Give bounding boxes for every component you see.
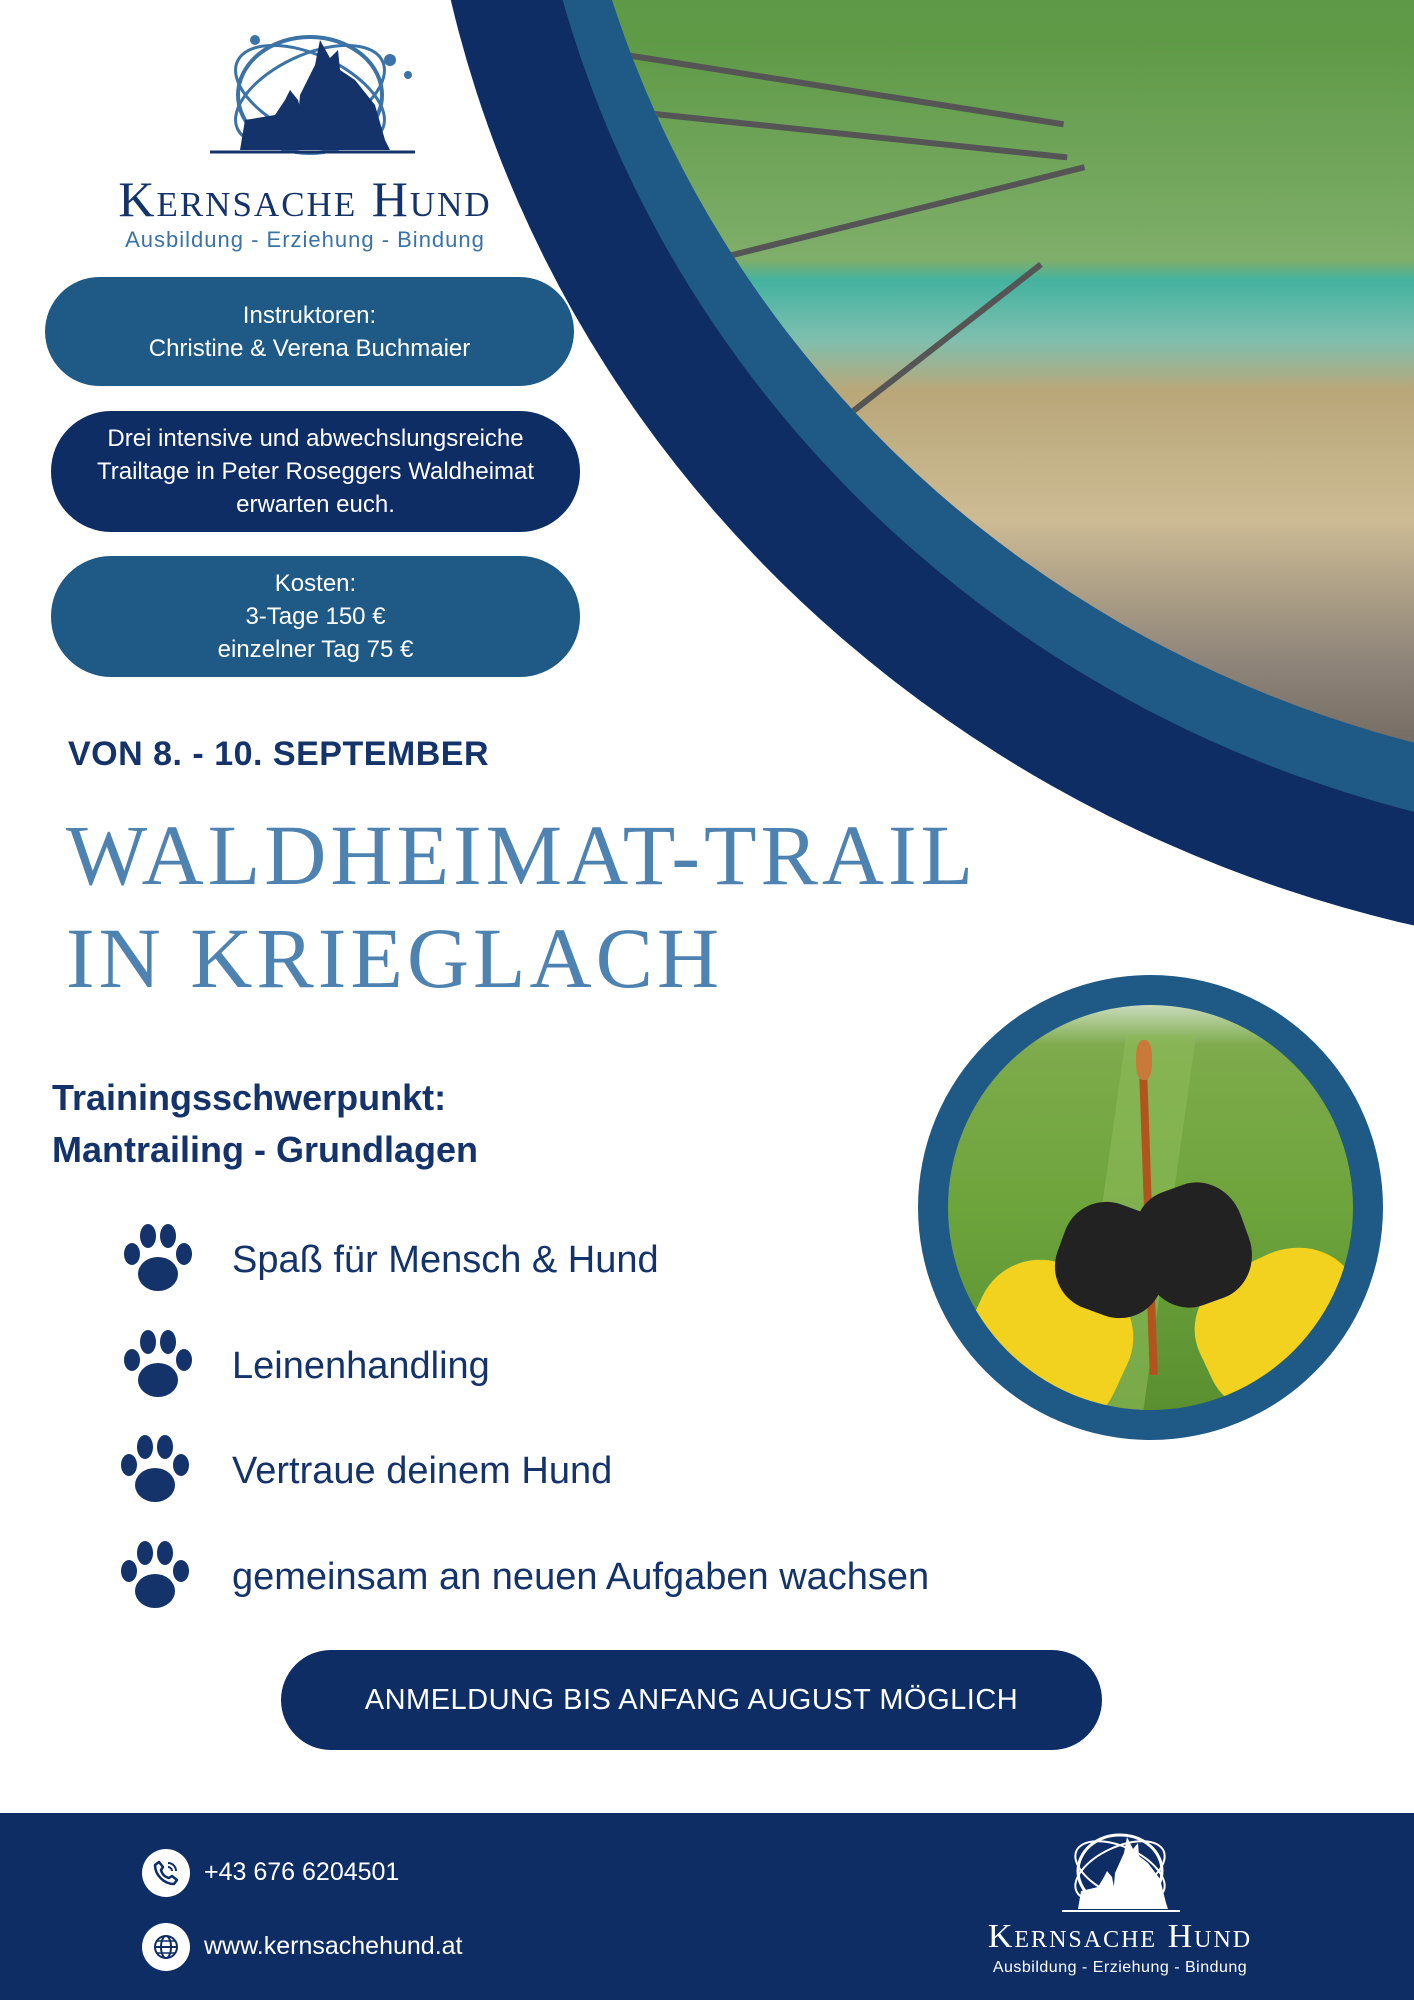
footer-brand-tagline: Ausbildung - Erziehung - Bindung bbox=[992, 1959, 1248, 1976]
pill-line: Trailtage in Peter Roseggers Waldheimat bbox=[96, 458, 535, 485]
event-title-line1: WALDHEIMAT-TRAIL bbox=[66, 807, 978, 903]
instructors-pill bbox=[45, 277, 574, 386]
brand-name: Kernsache Hund bbox=[118, 171, 492, 227]
event-title-line2: IN KRIEGLACH bbox=[66, 910, 724, 1006]
training-focus bbox=[52, 1072, 478, 1176]
paw-icon bbox=[120, 1328, 196, 1404]
pill-line: Christine & Verena Buchmaier bbox=[148, 334, 471, 362]
phone-icon bbox=[142, 1849, 190, 1897]
bullet-text: Spaß für Mensch & Hund bbox=[232, 1238, 659, 1281]
pill-line: Instruktoren: bbox=[242, 301, 377, 329]
training-focus-label: Trainingsschwerpunkt: bbox=[52, 1077, 447, 1118]
pill-line: 3-Tage 150 € bbox=[245, 603, 386, 630]
brand-tagline: Ausbildung - Erziehung - Bindung bbox=[125, 227, 485, 252]
footer bbox=[0, 1813, 1414, 2000]
pill-line: einzelner Tag 75 € bbox=[217, 636, 414, 663]
trail-dog bbox=[1136, 1040, 1152, 1080]
pill-line: Drei intensive und abwechslungsreiche bbox=[107, 425, 524, 452]
bullet-item bbox=[117, 1433, 613, 1509]
registration-button[interactable]: ANMELDUNG BIS ANFANG AUGUST MÖGLICH bbox=[281, 1650, 1102, 1750]
paw-icon bbox=[117, 1433, 193, 1509]
footer-brand-name: Kernsache Hund bbox=[987, 1918, 1253, 1955]
bullet-text: Vertraue deinem Hund bbox=[232, 1449, 613, 1492]
phone-number[interactable]: +43 676 6204501 bbox=[204, 1858, 400, 1886]
dogs-logo-icon bbox=[180, 20, 440, 170]
bullet-item bbox=[120, 1328, 490, 1404]
bullet-text: Leinenhandling bbox=[232, 1344, 490, 1387]
event-date: VON 8. - 10. SEPTEMBER bbox=[68, 735, 489, 773]
pill-line: erwarten euch. bbox=[236, 491, 395, 518]
bullet-item bbox=[117, 1539, 930, 1615]
cost-pill bbox=[51, 556, 580, 677]
paw-icon bbox=[120, 1222, 196, 1298]
website-link[interactable]: www.kernsachehund.at bbox=[204, 1932, 463, 1960]
pill-line: Kosten: bbox=[274, 570, 357, 597]
brand-logo bbox=[60, 20, 550, 260]
description-pill bbox=[51, 411, 580, 532]
dogs-logo-icon bbox=[1050, 1821, 1190, 1921]
training-focus-topic: Mantrailing - Grundlagen bbox=[52, 1129, 479, 1170]
paw-icon bbox=[117, 1539, 193, 1615]
trail-photo bbox=[948, 1005, 1353, 1410]
bullet-item bbox=[120, 1222, 659, 1298]
globe-icon bbox=[142, 1923, 190, 1971]
bullet-text: gemeinsam an neuen Aufgaben wachsen bbox=[232, 1555, 930, 1598]
